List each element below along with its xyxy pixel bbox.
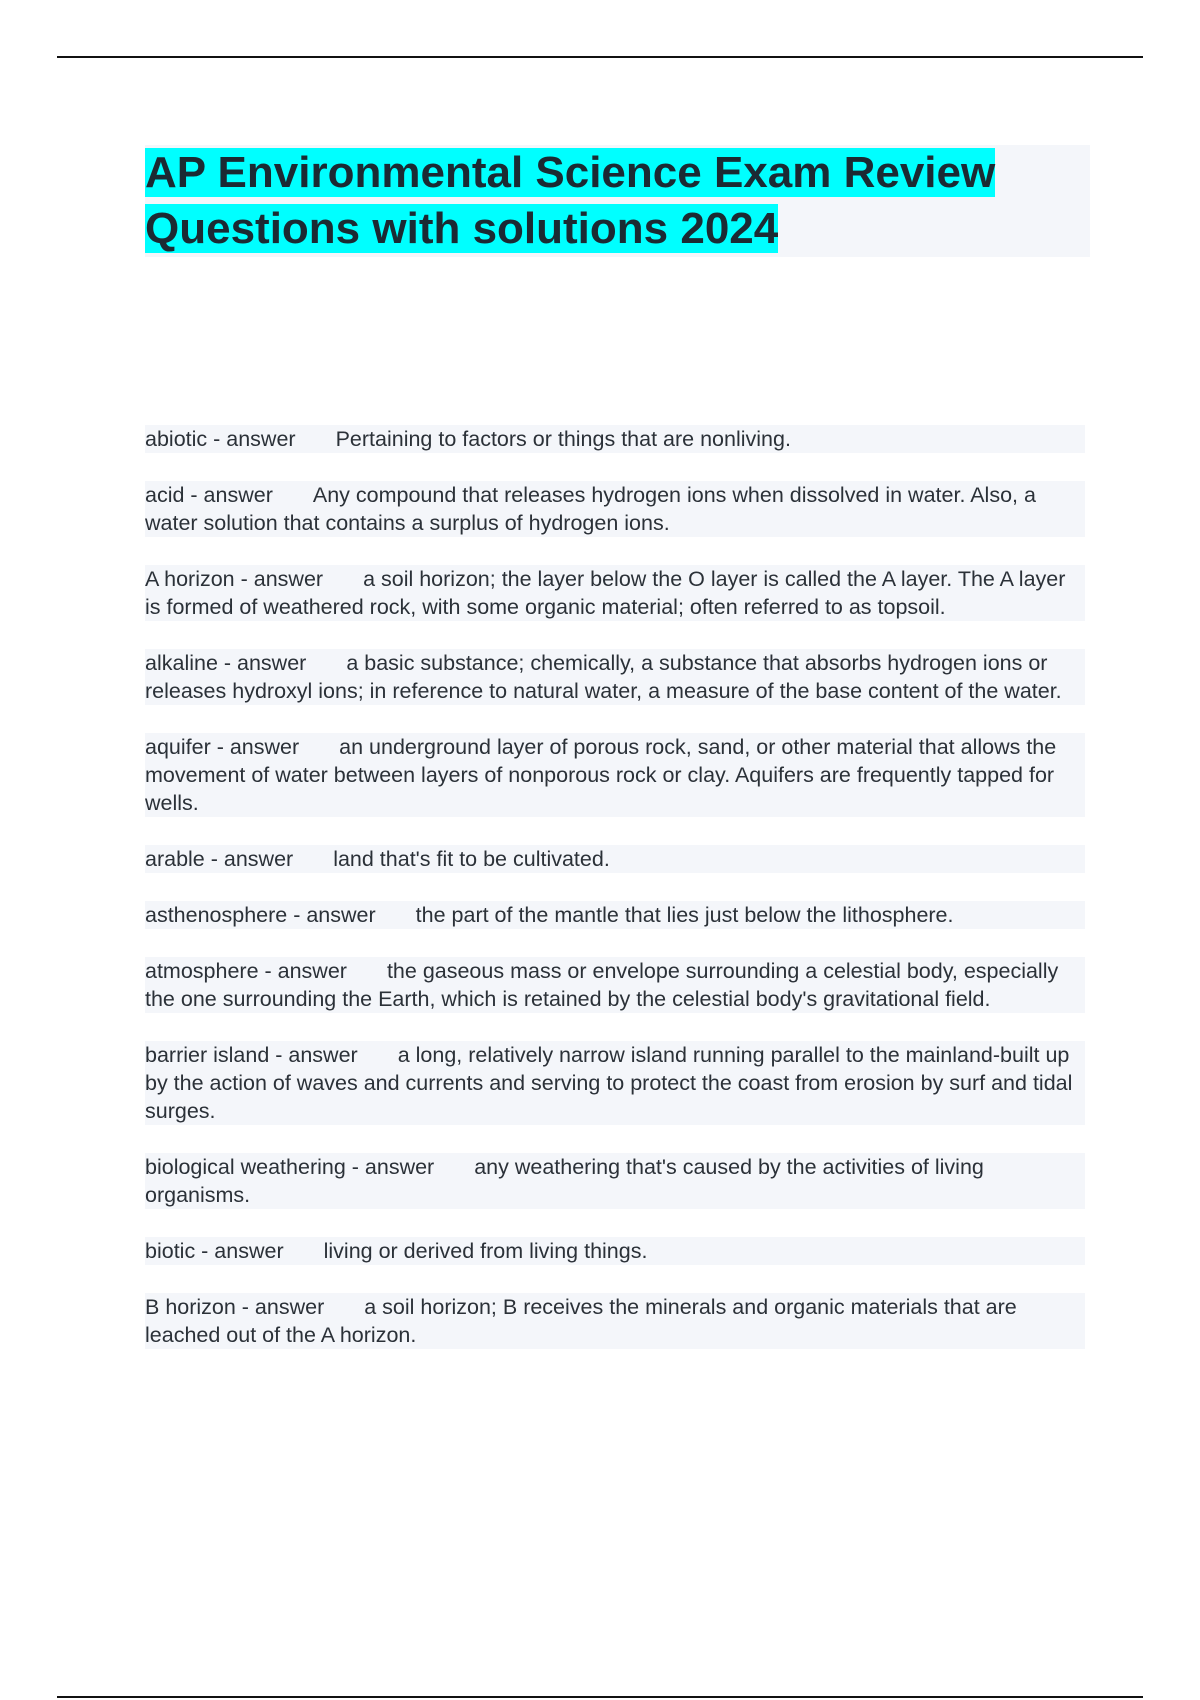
list-item [145,1237,1085,1265]
entry-term: aquifer - answer [145,735,300,759]
entry-term: A horizon - answer [145,567,324,591]
entry-term: abiotic - answer [145,427,296,451]
list-item [145,1293,1085,1349]
list-item [145,901,1085,929]
list-item [145,957,1085,1013]
entry-definition: an underground layer of porous rock, sand, or other material that allows the movement of water between layers of nonporous rock or clay. Aquifers are frequently tapped for wells. [145,735,1057,815]
title-line-2: Questions with solutions 2024 [145,204,779,253]
entry-term: alkaline - answer [145,651,307,675]
entry-definition: the part of the mantle that lies just below the lithosphere. [415,903,954,927]
entry-term: biotic - answer [145,1239,284,1263]
page-title [145,145,1090,257]
top-divider [57,56,1143,58]
list-item [145,481,1085,537]
entry-term: arable - answer [145,847,294,871]
entry-definition: any weathering that's caused by the activities of living organisms. [145,1155,984,1207]
entry-definition: a basic substance; chemically, a substance that absorbs hydrogen ions or releases hydroxyl ions; in reference to natural water, a measure of the base content of the water. [145,651,1062,703]
title-line-1: AP Environmental Science Exam Review [145,148,996,197]
list-item [145,425,1085,453]
list-item [145,565,1085,621]
entry-term: B horizon - answer [145,1295,325,1319]
list-item [145,1041,1085,1125]
list-item [145,733,1085,817]
list-item [145,649,1085,705]
entry-definition: Pertaining to factors or things that are nonliving. [335,427,791,451]
entry-term: asthenosphere - answer [145,903,376,927]
entry-definition: a soil horizon; the layer below the O layer is called the A layer. The A layer is formed of weathered rock, with some organic material; often referred to as topsoil. [145,567,1066,619]
entry-definition: Any compound that releases hydrogen ions when dissolved in water. Also, a water solution that contains a surplus of hydrogen ions. [145,483,1036,535]
entry-definition: a soil horizon; B receives the minerals and organic materials that are leached out of the A horizon. [145,1295,1017,1347]
entry-definition: living or derived from living things. [323,1239,648,1263]
entry-term: biological weathering - answer [145,1155,435,1179]
entry-term: atmosphere - answer [145,959,347,983]
list-item [145,845,1085,873]
entry-definition: a long, relatively narrow island running parallel to the mainland-built up by the action of waves and currents and serving to protect the coast from erosion by surf and tidal surges. [145,1043,1073,1123]
list-item [145,1153,1085,1209]
entry-definition: the gaseous mass or envelope surrounding a celestial body, especially the one surrounding the Earth, which is retained by the celestial body's gravitational field. [145,959,1059,1011]
glossary-list [145,425,1085,1377]
entry-term: barrier island - answer [145,1043,358,1067]
bottom-divider [57,1696,1143,1698]
entry-definition: land that's fit to be cultivated. [333,847,610,871]
entry-term: acid - answer [145,483,273,507]
